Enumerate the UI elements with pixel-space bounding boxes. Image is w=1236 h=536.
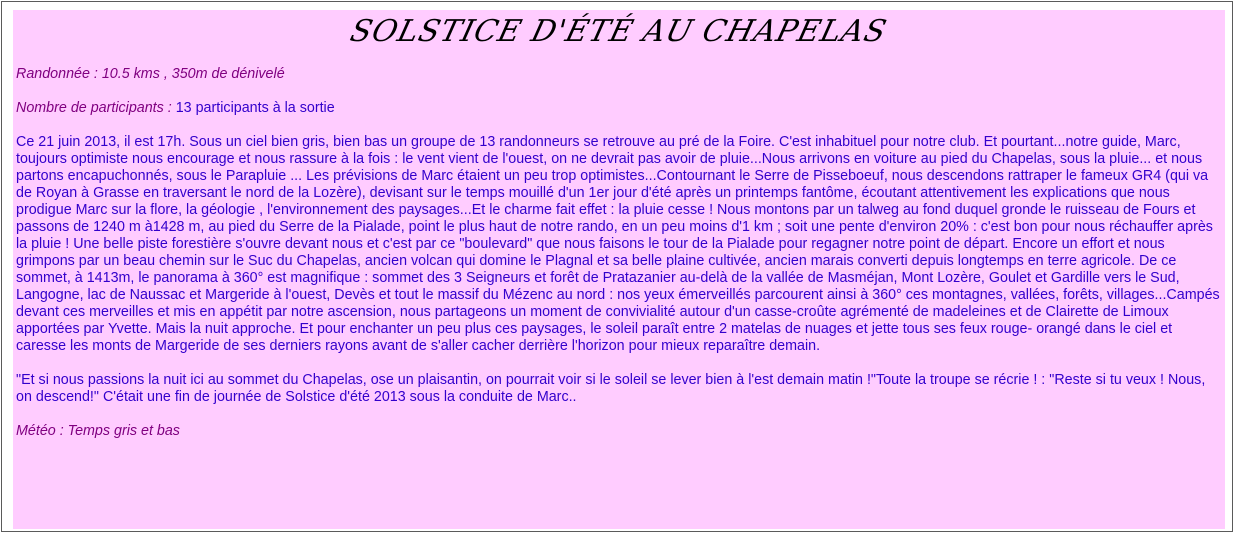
participants-separator: : bbox=[163, 100, 176, 116]
hike-info bbox=[16, 66, 1221, 83]
weather-info: Météo : Temps gris et bas bbox=[16, 423, 180, 439]
participants-value: 13 participants à la sortie bbox=[175, 100, 335, 116]
participants-info bbox=[16, 100, 1221, 117]
story-paragraph-2: "Et si nous passions la nuit ici au sommet du Chapelas, ose un plaisantin, on pourrait voir si le soleil se lever bien à l'est demain matin !"Toute la troupe se récrie ! : "Reste si tu veux ! Nous, on descend!" C'était une fin de journée de Solstice d'été 2013 sous la conduite de Marc.. bbox=[16, 372, 1206, 405]
participants-label: Nombre de participants bbox=[16, 100, 164, 116]
page-title: SOLSTICE D'ÉTÉ AU CHAPELAS bbox=[346, 14, 891, 49]
story-paragraph-1: Ce 21 juin 2013, il est 17h. Sous un ciel bien gris, bien bas un groupe de 13 randonneurs se retrouve au pré de la Foire. C'est inhabituel pour notre club. Et pourtant...notre guide, Marc, toujours optimiste nous encourage et nous rassure à la fois : le vent vient de l'ouest, on ne devrait pas avoir de pluie...Nous arrivons en voiture au pied du Chapelas, sous la pluie... et nous partons encapuchonnés, sous le Parapluie ... Les prévisions de Marc étaient un peu trop optimistes...Contournant le Serre de Pisseboeuf, nous descendons rattraper le fameux GR4 (qui va de Royan à Grasse en traversant le nord de la Lozère), devisant sur le temps mouillé d'un 1er jour d'été après un printemps fantôme, écoutant attentivement les explications que nous prodigue Marc sur la flore, la géologie , l'environnement des paysages...Et le charme fait effet : la pluie cesse ! Nous montons par un talweg au fond duquel gronde le ruisseau de Fours et passons de 1240 m à1428 m, au pied du Serre de la Pialade, point le plus haut de notre rando, en un peu moins d'1 km ; soit une pente d'environ 20% : c'est bon pour nous réchauffer après la pluie ! Une belle piste forestière s'ouvre devant nous et c'est par ce "boulevard" que nous faisons le tour de la Pialade pour regagner notre point de départ. Encore un effort et nous grimpons par un beau chemin sur le Suc du Chapelas, ancien volcan qui domine le Plagnal et sa belle plaine cultivée, ancien marais converti depuis longtemps en terre agricole. De ce sommet, à 1413m, le panorama à 360° est magnifique : sommet des 3 Seigneurs et forêt de Pratazanier au-delà de la vallée de Masméjan, Mont Lozère, Goulet et Gardille vers le Sud, Langogne, lac de Naussac et Margeride à l'ouest, Devès et tout le massif du Mézenc au nord : nos yeux émerveillés parcourent ainsi à 360° ces montagnes, vallées, forêts, villages...Campés devant ces merveilles et mis en appétit par notre ascension, nous partageons un moment de convivialité autour d'un casse-croûte agrémenté de madeleines et de Clairette de Limoux apportées par Yvette. Mais la nuit approche. Et pour enchanter un peu plus ces paysages, le soleil paraît entre 2 matelas de nuages et jette tous ses feux rouge- orangé dans le ciel et caresse les monts de Margeride de ses derniers rayons avant de s'aller cacher derrière l'horizon pour mieux reparaître demain. bbox=[16, 134, 1220, 354]
content-panel bbox=[13, 10, 1225, 529]
page-frame bbox=[1, 1, 1233, 532]
hike-info-label: Randonnée : 10.5 kms , 350m de dénivelé bbox=[16, 66, 285, 82]
